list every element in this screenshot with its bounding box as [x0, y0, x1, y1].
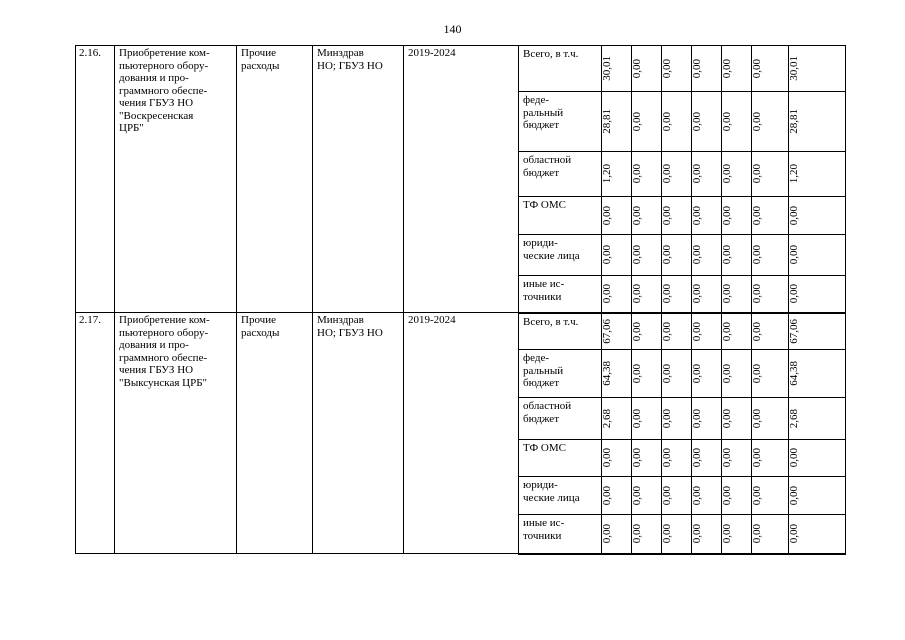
amount-cell: [602, 92, 632, 152]
amount-cell: [722, 477, 752, 515]
amount-cell: [789, 152, 846, 197]
amount-cell: [722, 440, 752, 477]
amount-cell: [752, 92, 789, 152]
funding-source-line: бюджет: [523, 166, 559, 179]
amount-value: 0,00: [721, 205, 733, 226]
funding-source: [519, 440, 602, 477]
amount-value: 0,00: [691, 111, 703, 132]
funding-source-line: ТФ ОМС: [523, 199, 566, 211]
amount-value: 0,00: [751, 111, 763, 132]
amount-value: 0,00: [751, 58, 763, 79]
amount-value: 0,00: [691, 448, 703, 468]
amount-cell: [602, 235, 632, 276]
amount-cell: [662, 398, 692, 440]
expense-type-line: Прочие: [241, 47, 276, 59]
amount-value: 0,00: [661, 485, 673, 506]
amount-value: 0,00: [721, 321, 733, 341]
amount-cell: [789, 197, 846, 235]
funding-source: [519, 515, 602, 554]
funding-source-line: юриди-: [523, 479, 558, 491]
amount-cell: [632, 197, 662, 235]
item-name-line: пьютерного обору-: [119, 326, 209, 339]
amount-value: 0,00: [751, 408, 763, 429]
funding-source-line: ТФ ОМС: [523, 442, 566, 454]
funding-source: [519, 350, 602, 398]
amount-cell: [602, 515, 632, 554]
amount-value: 0,00: [691, 408, 703, 429]
amount-cell: [752, 350, 789, 398]
amount-cell: [752, 152, 789, 197]
amount-cell: [692, 92, 722, 152]
expense-type-line: расходы: [241, 326, 280, 339]
amount-value: 30,01: [601, 56, 613, 81]
amount-cell: [632, 398, 662, 440]
amount-value: 30,01: [788, 56, 800, 81]
amount-value: 0,00: [721, 448, 733, 468]
amount-value: 64,38: [788, 361, 800, 386]
amount-cell: [752, 235, 789, 276]
amount-cell: [692, 440, 722, 477]
funding-source: [519, 92, 602, 152]
amount-value: 0,00: [631, 111, 643, 132]
amount-cell: [722, 515, 752, 554]
amount-cell: [632, 235, 662, 276]
funding-source: [519, 152, 602, 197]
table-row: [76, 46, 846, 92]
amount-value: 0,00: [631, 321, 643, 341]
amount-value: 0,00: [751, 485, 763, 506]
amount-value: 0,00: [661, 164, 673, 184]
amount-value: 0,00: [788, 524, 800, 544]
amount-cell: [722, 398, 752, 440]
item-name-line: "Воскресенская: [119, 109, 194, 122]
amount-value: 1,20: [601, 164, 613, 184]
amount-cell: [662, 350, 692, 398]
amount-value: 0,00: [721, 363, 733, 384]
amount-cell: [692, 350, 722, 398]
funding-source-line: иные ис-: [523, 278, 565, 290]
page-number: 140: [443, 22, 462, 36]
expense-type-line: Прочие: [241, 314, 276, 326]
amount-value: 0,00: [751, 524, 763, 544]
amount-cell: [722, 92, 752, 152]
amount-cell: [632, 440, 662, 477]
amount-cell: [662, 197, 692, 235]
funding-source-line: феде-: [523, 94, 550, 106]
amount-value: 28,81: [788, 109, 800, 134]
amount-value: 0,00: [721, 408, 733, 429]
amount-value: 0,00: [661, 524, 673, 544]
amount-cell: [752, 398, 789, 440]
amount-value: 2,68: [601, 408, 613, 429]
amount-cell: [752, 276, 789, 313]
amount-value: 0,00: [721, 524, 733, 544]
amount-cell: [789, 350, 846, 398]
amount-cell: [632, 515, 662, 554]
amount-cell: [602, 276, 632, 313]
amount-value: 0,00: [691, 321, 703, 341]
amount-cell: [662, 152, 692, 197]
amount-value: 0,00: [788, 205, 800, 226]
amount-value: 0,00: [751, 164, 763, 184]
amount-value: 0,00: [788, 284, 800, 304]
funding-source-line: бюджет: [523, 412, 559, 425]
amount-value: 0,00: [661, 111, 673, 132]
funding-source-line: точники: [523, 529, 562, 542]
amount-cell: [722, 276, 752, 313]
amount-cell: [602, 313, 632, 350]
expense-type: [237, 313, 313, 554]
amount-cell: [722, 350, 752, 398]
amount-value: 0,00: [691, 485, 703, 506]
amount-cell: [722, 197, 752, 235]
amount-cell: [632, 276, 662, 313]
item-name-line: Приобретение ком-: [119, 47, 210, 59]
amount-value: 0,00: [751, 205, 763, 226]
amount-cell: [789, 477, 846, 515]
amount-value: 0,00: [751, 363, 763, 384]
amount-cell: [789, 515, 846, 554]
amount-value: 0,00: [721, 58, 733, 79]
amount-cell: [692, 515, 722, 554]
funding-source-line: ральный: [523, 106, 564, 119]
item-name-line: Приобретение ком-: [119, 314, 210, 326]
expense-type-line: расходы: [241, 59, 280, 72]
item-name-line: граммного обеспе-: [119, 84, 208, 97]
amount-cell: [752, 46, 789, 92]
funding-source: [519, 197, 602, 235]
amount-value: 67,06: [601, 318, 613, 344]
amount-cell: [602, 46, 632, 92]
amount-value: 0,00: [691, 524, 703, 544]
amount-cell: [632, 92, 662, 152]
item-number: 2.16.: [76, 46, 115, 313]
amount-value: 0,00: [631, 245, 643, 265]
amount-cell: [692, 235, 722, 276]
amount-cell: [602, 440, 632, 477]
amount-value: 0,00: [601, 448, 613, 468]
amount-value: 0,00: [601, 284, 613, 304]
amount-value: 0,00: [721, 111, 733, 132]
amount-value: 0,00: [691, 205, 703, 226]
funding-source-line: юриди-: [523, 237, 558, 249]
amount-value: 0,00: [788, 448, 800, 468]
amount-cell: [632, 46, 662, 92]
amount-cell: [789, 46, 846, 92]
amount-value: 1,20: [788, 164, 800, 184]
amount-value: 0,00: [601, 205, 613, 226]
amount-cell: [692, 398, 722, 440]
period: 2019-2024: [404, 313, 519, 554]
funding-source: [519, 46, 602, 92]
executor: [313, 313, 404, 554]
amount-cell: [602, 197, 632, 235]
funding-source: [519, 276, 602, 313]
amount-cell: [752, 313, 789, 350]
amount-value: 0,00: [721, 164, 733, 184]
amount-cell: [632, 477, 662, 515]
amount-value: 0,00: [661, 448, 673, 468]
amount-cell: [692, 477, 722, 515]
funding-source-line: точники: [523, 290, 562, 303]
item-name-line: ЦРБ": [119, 122, 144, 134]
amount-value: 0,00: [601, 245, 613, 265]
amount-value: 0,00: [631, 408, 643, 429]
amount-value: 0,00: [751, 321, 763, 341]
amount-value: 0,00: [661, 58, 673, 79]
amount-value: 0,00: [751, 448, 763, 468]
program-table: [75, 45, 846, 555]
amount-value: 67,06: [788, 318, 800, 344]
amount-cell: [662, 440, 692, 477]
executor-line: НО; ГБУЗ НО: [317, 326, 383, 339]
amount-value: 0,00: [691, 284, 703, 304]
amount-cell: [602, 350, 632, 398]
amount-value: 0,00: [631, 58, 643, 79]
amount-cell: [692, 276, 722, 313]
amount-cell: [632, 350, 662, 398]
amount-cell: [752, 477, 789, 515]
amount-value: 0,00: [631, 205, 643, 226]
amount-value: 0,00: [661, 321, 673, 341]
amount-cell: [752, 515, 789, 554]
amount-cell: [752, 440, 789, 477]
amount-cell: [752, 197, 789, 235]
item-name-line: чения ГБУЗ НО: [119, 364, 194, 376]
amount-value: 0,00: [721, 245, 733, 265]
funding-source-line: Всего, в т.ч.: [523, 315, 579, 328]
amount-value: 0,00: [631, 485, 643, 506]
amount-cell: [662, 276, 692, 313]
amount-cell: [662, 92, 692, 152]
amount-value: 0,00: [661, 245, 673, 265]
funding-source-line: бюджет: [523, 377, 559, 389]
amount-cell: [789, 92, 846, 152]
amount-cell: [789, 276, 846, 313]
amount-value: 0,00: [788, 485, 800, 506]
amount-cell: [722, 152, 752, 197]
amount-cell: [722, 235, 752, 276]
amount-cell: [692, 152, 722, 197]
amount-value: 0,00: [788, 245, 800, 265]
amount-cell: [632, 313, 662, 350]
amount-cell: [632, 152, 662, 197]
amount-value: 0,00: [691, 164, 703, 184]
amount-value: 0,00: [631, 448, 643, 468]
amount-value: 0,00: [661, 408, 673, 429]
funding-source-line: феде-: [523, 352, 550, 364]
amount-cell: [602, 152, 632, 197]
funding-source: [519, 477, 602, 515]
table-row: [76, 313, 846, 350]
item-name-line: дования и про-: [119, 339, 189, 351]
amount-cell: [662, 313, 692, 350]
amount-value: 0,00: [661, 284, 673, 304]
period: 2019-2024: [404, 46, 519, 313]
funding-source-line: ческие лица: [523, 491, 580, 504]
amount-value: 0,00: [631, 164, 643, 184]
amount-cell: [692, 197, 722, 235]
funding-source-line: областной: [523, 400, 572, 412]
amount-value: 0,00: [721, 284, 733, 304]
executor: [313, 46, 404, 313]
funding-source-line: Всего, в т.ч.: [523, 48, 579, 60]
executor-line: Минздрав: [317, 314, 364, 326]
amount-value: 0,00: [691, 245, 703, 265]
amount-cell: [789, 313, 846, 350]
amount-value: 0,00: [661, 363, 673, 384]
item-name: [115, 46, 237, 313]
amount-cell: [722, 46, 752, 92]
amount-value: 28,81: [601, 109, 613, 134]
amount-cell: [662, 477, 692, 515]
item-number: 2.17.: [76, 313, 115, 554]
amount-cell: [789, 235, 846, 276]
amount-value: 0,00: [661, 205, 673, 226]
expense-type: [237, 46, 313, 313]
amount-cell: [722, 313, 752, 350]
amount-cell: [789, 440, 846, 477]
item-name-line: дования и про-: [119, 72, 189, 84]
executor-line: Минздрав: [317, 47, 364, 59]
item-name-line: чения ГБУЗ НО: [119, 97, 194, 109]
funding-source: [519, 235, 602, 276]
item-name-line: граммного обеспе-: [119, 351, 208, 364]
amount-cell: [692, 46, 722, 92]
item-name-line: пьютерного обору-: [119, 59, 209, 72]
executor-line: НО; ГБУЗ НО: [317, 59, 383, 72]
amount-value: 0,00: [631, 363, 643, 384]
amount-value: 0,00: [601, 524, 613, 544]
amount-cell: [662, 46, 692, 92]
amount-cell: [602, 398, 632, 440]
amount-value: 0,00: [631, 284, 643, 304]
funding-source: [519, 398, 602, 440]
item-name: [115, 313, 237, 554]
funding-source-line: бюджет: [523, 119, 559, 131]
amount-cell: [789, 398, 846, 440]
amount-value: 2,68: [788, 408, 800, 429]
funding-source: [519, 313, 602, 350]
item-name-line: "Выксунская ЦРБ": [119, 376, 208, 389]
funding-source-line: ральный: [523, 364, 564, 377]
amount-value: 0,00: [751, 284, 763, 304]
amount-cell: [662, 515, 692, 554]
funding-source-line: ческие лица: [523, 249, 580, 262]
amount-cell: [662, 235, 692, 276]
amount-value: 0,00: [631, 524, 643, 544]
amount-value: 0,00: [751, 245, 763, 265]
amount-value: 0,00: [691, 58, 703, 79]
amount-value: 0,00: [691, 363, 703, 384]
amount-cell: [692, 313, 722, 350]
amount-value: 64,38: [601, 361, 613, 386]
amount-value: 0,00: [721, 485, 733, 506]
funding-source-line: иные ис-: [523, 517, 565, 529]
amount-value: 0,00: [601, 485, 613, 506]
funding-source-line: областной: [523, 154, 572, 166]
amount-cell: [602, 477, 632, 515]
